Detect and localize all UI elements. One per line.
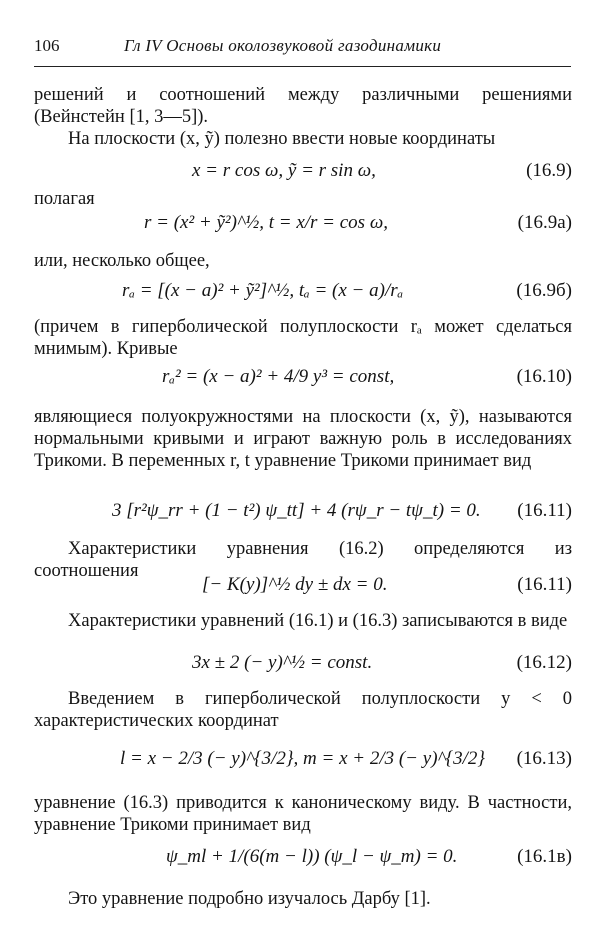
equation-16-10 [34, 366, 572, 394]
equation-16-12 [34, 652, 572, 680]
running-header [34, 36, 571, 60]
equation-number: (16.11) [517, 574, 572, 595]
running-title: Гл IV Основы околозвуковой газодинамики [124, 36, 442, 55]
paragraph-2: На плоскости (x, ỹ) полезно ввести новые координаты [68, 129, 496, 149]
paragraph-10: уравнение (16.3) приводится к каноническому виду. В частности, уравнение Трикоми принимает вид [34, 793, 572, 835]
page-number: 106 [34, 36, 60, 55]
paragraph-7: Характеристики уравнения (16.2) определяются из соотношения [34, 539, 572, 581]
paragraph-5: (причем в гиперболической полуплоскости rₐ может сделаться мнимым). Кривые [34, 317, 572, 359]
equation-number: (16.11) [517, 500, 572, 521]
equation-16-9 [34, 160, 572, 188]
paragraph-6: являющиеся полуокружностями на плоскости (x, ỹ), называются нормальными кривыми и играют важную роль в исследованиях Трикоми. В переменных r, t уравнение Трикоми принимает вид [34, 407, 572, 471]
equation-formula: rₐ = [(x − a)² + ỹ²]^½, tₐ = (x − a)/rₐ [122, 280, 404, 301]
equation-formula: rₐ² = (x − a)² + 4/9 y³ = const, [162, 366, 395, 387]
equation-number: (16.9a) [517, 212, 572, 233]
equation-number: (16.12) [516, 652, 572, 673]
equation-16-1v [34, 846, 572, 874]
equation-number: (16.10) [516, 366, 572, 387]
paragraph-11: Это уравнение подробно изучалось Дарбу [1]. [68, 889, 431, 909]
equation-formula: l = x − 2/3 (− y)^{3/2}, m = x + 2/3 (− y)^{3/2} [120, 748, 486, 769]
paragraph-9: Введением в гиперболической полуплоскости y < 0 характеристических координат [34, 689, 572, 731]
equation-number: (16.1в) [517, 846, 572, 867]
equation-formula: r = (x² + ỹ²)^½, t = x/r = cos ω, [144, 212, 388, 233]
equation-number: (16.9) [526, 160, 572, 181]
equation-16-13 [34, 748, 572, 776]
equation-16-11b [34, 574, 572, 602]
equation-16-9a [34, 212, 572, 240]
equation-formula: ψ_ml + 1/(6(m − l)) (ψ_l − ψ_m) = 0. [166, 846, 458, 867]
equation-formula: x = r cos ω, ỹ = r sin ω, [192, 160, 376, 181]
equation-number: (16.9б) [516, 280, 572, 301]
equation-formula: 3 [r²ψ_rr + (1 − t²) ψ_tt] + 4 (rψ_r − tψ_t) = 0. [112, 500, 481, 521]
equation-16-9b [34, 280, 572, 308]
equation-number: (16.13) [516, 748, 572, 769]
paragraph-3: полагая [34, 189, 95, 209]
equation-formula: 3x ± 2 (− y)^½ = const. [192, 652, 373, 673]
equation-16-11 [34, 500, 572, 528]
equation-formula: [− K(y)]^½ dy ± dx = 0. [202, 574, 388, 595]
header-rule [34, 66, 571, 67]
paragraph-4: или, несколько общее, [34, 251, 210, 271]
paragraph-8: Характеристики уравнений (16.1) и (16.3) записываются в виде [68, 611, 568, 631]
paragraph-1: решений и соотношений между различными решениями (Вейнстейн [1, 3—5]). [34, 85, 572, 127]
